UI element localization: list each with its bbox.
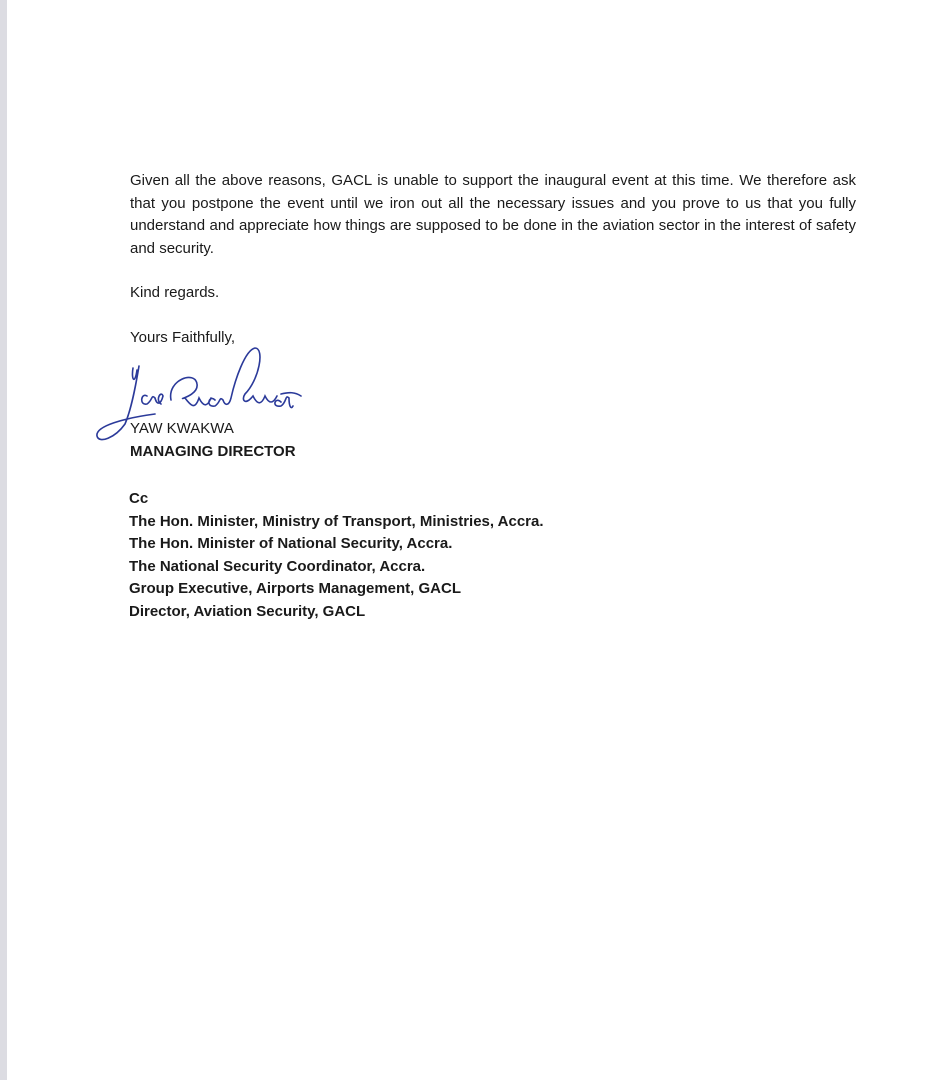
closing: Kind regards. [130,284,220,301]
cc-item: Director, Aviation Security, GACL [129,602,366,620]
cc-section [129,488,544,623]
cc-item: The Hon. Minister of National Security, Accra. [129,535,453,552]
page-edge [0,0,7,1080]
signatory-title: MANAGING DIRECTOR [130,443,296,460]
cc-item: The Hon. Minister, Ministry of Transport, Ministries, Accra. [129,512,544,530]
cc-item: Group Executive, Airports Management, GACL [129,580,461,597]
body-paragraph: Given all the above reasons, GACL is unable to support the inaugural event at this time. We therefore ask that you postpone the event until we iron out all the necessary issues and you prove to us that you fully understand and appreciate how things are supposed to be done in the aviation sector in the interest of safety and security. [130,172,856,257]
letter-body [130,170,856,349]
valediction: Yours Faithfully, [130,328,236,346]
signatory-name: YAW KWAKWA [130,420,234,437]
cc-item: The National Security Coordinator, Accra. [129,557,426,575]
cc-label: Cc [129,490,149,507]
